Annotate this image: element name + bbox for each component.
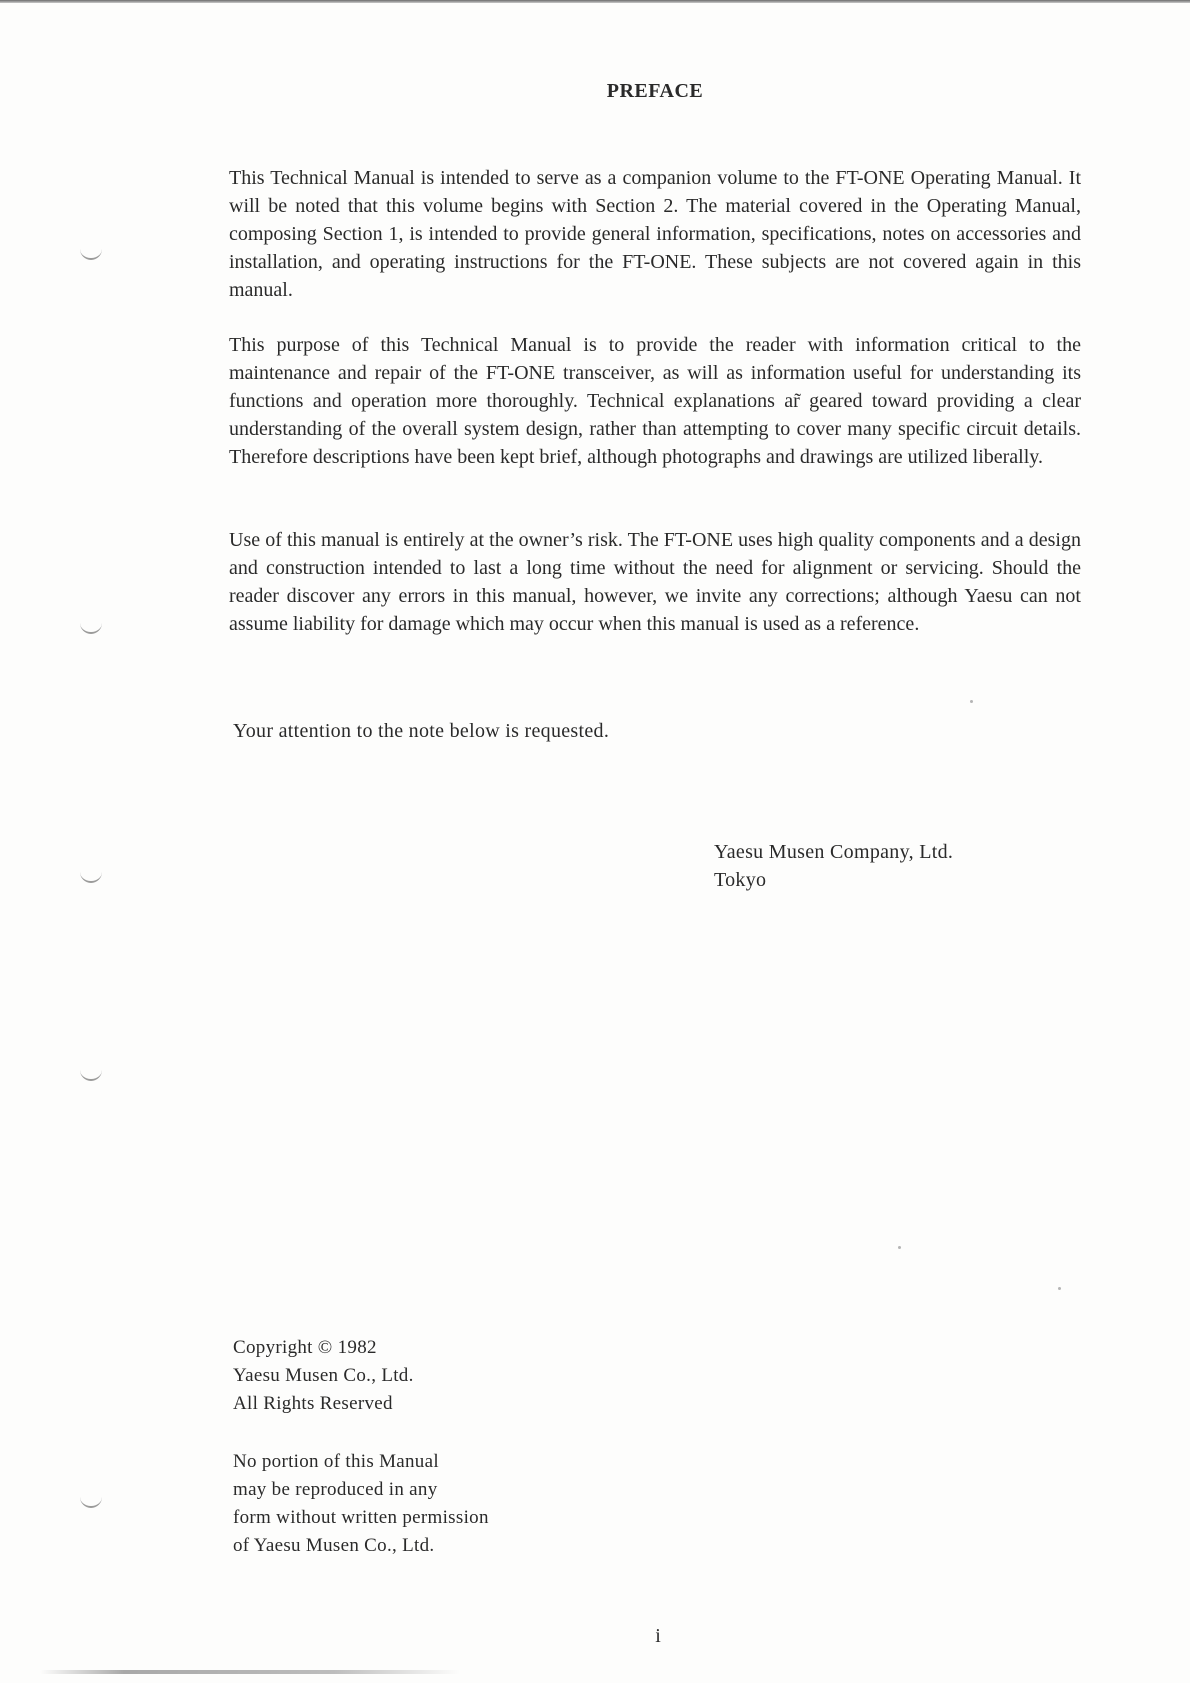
- copyright-line-1: Copyright © 1982: [233, 1337, 377, 1358]
- scan-top-edge: [0, 0, 1190, 3]
- reproduction-line-4: of Yaesu Musen Co., Ltd.: [233, 1535, 435, 1556]
- binder-hole-mark: [80, 622, 102, 634]
- page-number: i: [655, 1625, 661, 1647]
- scan-bottom-edge: [40, 1670, 460, 1674]
- preface-paragraph-3: Use of this manual is entirely at the owner’s risk. The FT-ONE uses high quality components and a design and construction intended to last a long time without the need for alignment or servicing. Should the reader discover any errors in this manual, however, we invite any corrections; although Yaesu can not assume liability for damage which may occur when this manual is used as a reference.: [229, 529, 1081, 635]
- reproduction-line-2: may be reproduced in any: [233, 1479, 438, 1500]
- binder-hole-mark: [80, 1496, 102, 1508]
- preface-paragraph-1: This Technical Manual is intended to serve as a companion volume to the FT-ONE Operating Manual. It will be noted that this volume begins with Section 2. The material covered in the Operating Manual, composing Section 1, is intended to provide general information, specifications, notes on accessories and installation, and operating instructions for the FT-ONE. These subjects are not covered again in this manual.: [229, 167, 1081, 301]
- attention-note: Your attention to the note below is requested.: [233, 720, 610, 742]
- binder-hole-mark: [80, 1069, 102, 1081]
- copyright-line-3: All Rights Reserved: [233, 1393, 393, 1414]
- signature-company: Yaesu Musen Company, Ltd.: [714, 841, 954, 863]
- reproduction-notice: [233, 1448, 489, 1560]
- copyright-block: [233, 1334, 414, 1418]
- signature-city: Tokyo: [714, 869, 767, 891]
- page-title: PREFACE: [606, 80, 704, 102]
- reproduction-line-3: form without written permission: [233, 1507, 489, 1528]
- copyright-line-2: Yaesu Musen Co., Ltd.: [233, 1365, 414, 1386]
- reproduction-line-1: No portion of this Manual: [233, 1451, 439, 1472]
- preface-paragraph-2: This purpose of this Technical Manual is to provide the reader with information critical to the maintenance and repair of the FT-ONE transceiver, as will as information useful for understanding its functions and operation more thoroughly. Technical explanations ar̃ geared toward providing a clear understanding of the overall system design, rather than attempting to cover many specific circuit details. Therefore descriptions have been kept brief, although photographs and drawings are utilized liberally.: [229, 334, 1081, 468]
- binder-hole-mark: [80, 248, 102, 260]
- scan-speck: [970, 700, 973, 703]
- scan-speck: [1058, 1287, 1061, 1290]
- signature-block: [714, 838, 953, 894]
- scan-speck: [898, 1246, 901, 1249]
- binder-hole-mark: [80, 871, 102, 883]
